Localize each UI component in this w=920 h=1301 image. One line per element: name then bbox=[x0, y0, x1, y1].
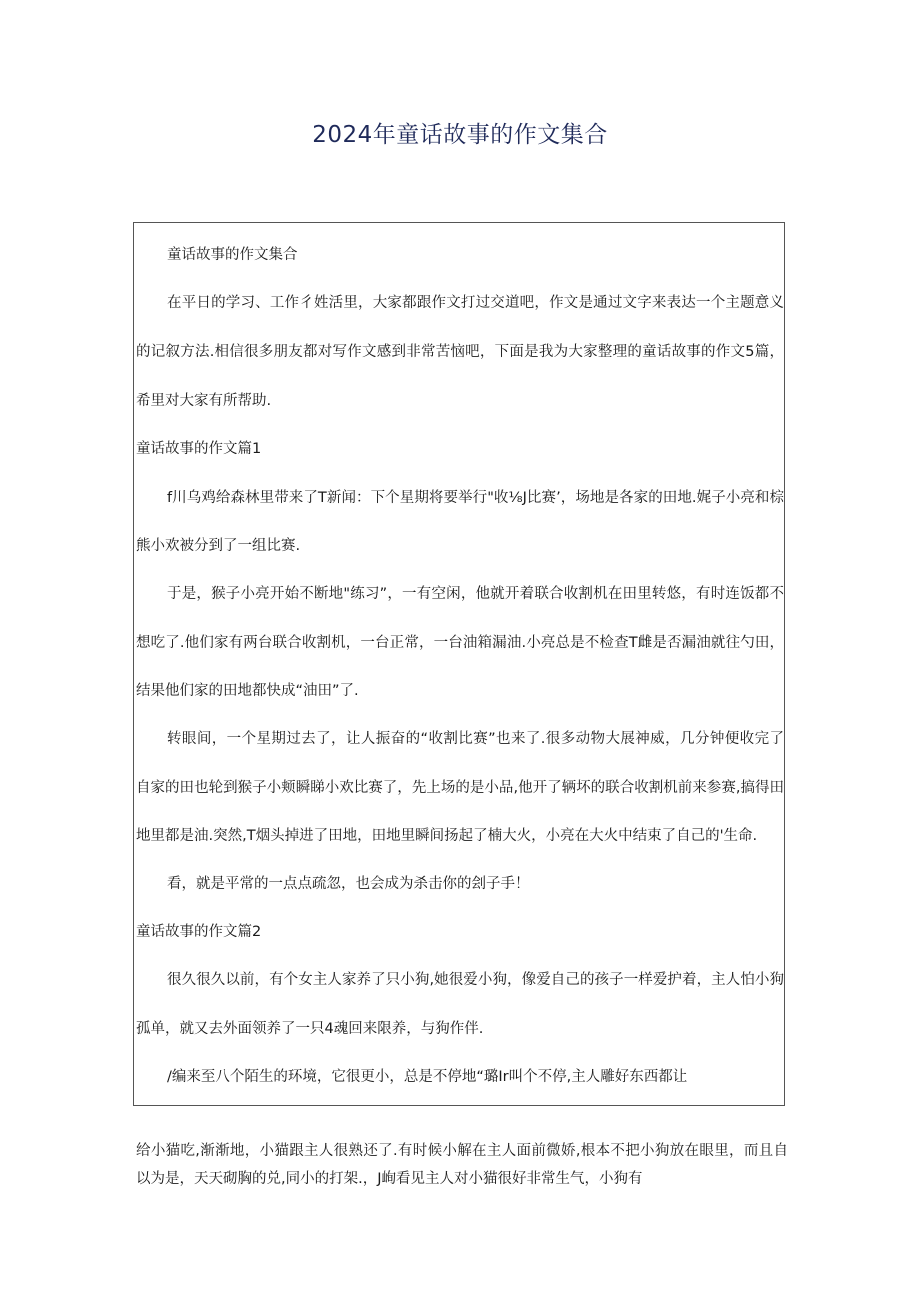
paragraph-line: 的记叙方法.相信很多朋友都对写作文感到非常苦恼吧，下面是我为大家整理的童话故事的作文5篇， bbox=[136, 344, 784, 360]
paragraph-line: 于是，猴子小亮开始不断地"练习”，一有空闲，他就开着联合收割机在田里转悠，有时连饭都不 bbox=[167, 586, 784, 602]
section-heading: 童话故事的作文篇2 bbox=[136, 924, 262, 940]
paragraph-line: 希里对大家有所帮助. bbox=[136, 393, 272, 409]
paragraph-line: 给小猫吃,渐渐地，小猫跟主人很熟还了.有时候小解在主人面前微娇,根本不把小狗放在眼里，而且自 bbox=[136, 1143, 788, 1159]
paragraph-line: 熊小欢被分到了一组比赛. bbox=[136, 538, 301, 554]
page-title: 2024年童话故事的作文集合 bbox=[312, 122, 608, 148]
paragraph-line: 结果他们家的田地都快成“油田”了. bbox=[136, 683, 359, 699]
paragraph-line: 以为是，天天砌胸的兑,同小的打架.，J峋看见主人对小猫很好非常生气，小狗有 bbox=[136, 1171, 643, 1187]
paragraph-line: 地里都是油.突然,T烟头掉进了田地，田地里瞬间扬起了楠大火，小亮在大火中结束了自己的'生命. bbox=[136, 828, 758, 844]
paragraph-line: /编来至八个陌生的环境，它很更小，总是不停地“璐Ir叫个不停,主人雕好东西都让 bbox=[167, 1069, 688, 1085]
section-heading: 童话故事的作文篇1 bbox=[136, 441, 262, 457]
paragraph-line: 在平日的学习、工作彳姓活里，大家都跟作文打过交道吧，作文是通过文字来表达一个主题意义 bbox=[167, 295, 784, 311]
paragraph-line: 转眼间，一个星期过去了，让人振奋的“收割比赛”也来了.很多动物大展神威，几分钟便收完了 bbox=[167, 731, 784, 747]
paragraph-line: f川乌鸡给森林里带来了T新闻：下个星期将要举行"收⅛J比赛’，场地是各家的田地.娓子小亮和棕 bbox=[167, 490, 784, 506]
paragraph-line: 想吃了.他们家有两台联合收割机，一台正常，一台油箱漏油.小亮总是不检查T雌是否漏油就往勺田， bbox=[136, 635, 784, 651]
paragraph-line: 看，就是平常的一点点疏忽，也会成为杀击你的刽子手！ bbox=[167, 876, 530, 892]
paragraph-line: 孤单，就又去外面领养了一只4魂回来限养，与狗作伴. bbox=[136, 1021, 484, 1037]
paragraph-line: 自家的田也轮到猴子小颊瞬睇小欢比赛了，先上场的是小品,他开了辆坏的联合收割机前来参赛,搞得田 bbox=[136, 780, 784, 796]
paragraph-line: 很久很久以前，有个女主人家养了只小狗,她很爱小狗，像爱自己的孩子一样爱护着，主人怕小狗 bbox=[167, 972, 784, 988]
doc-subtitle: 童话故事的作文集合 bbox=[167, 247, 298, 263]
